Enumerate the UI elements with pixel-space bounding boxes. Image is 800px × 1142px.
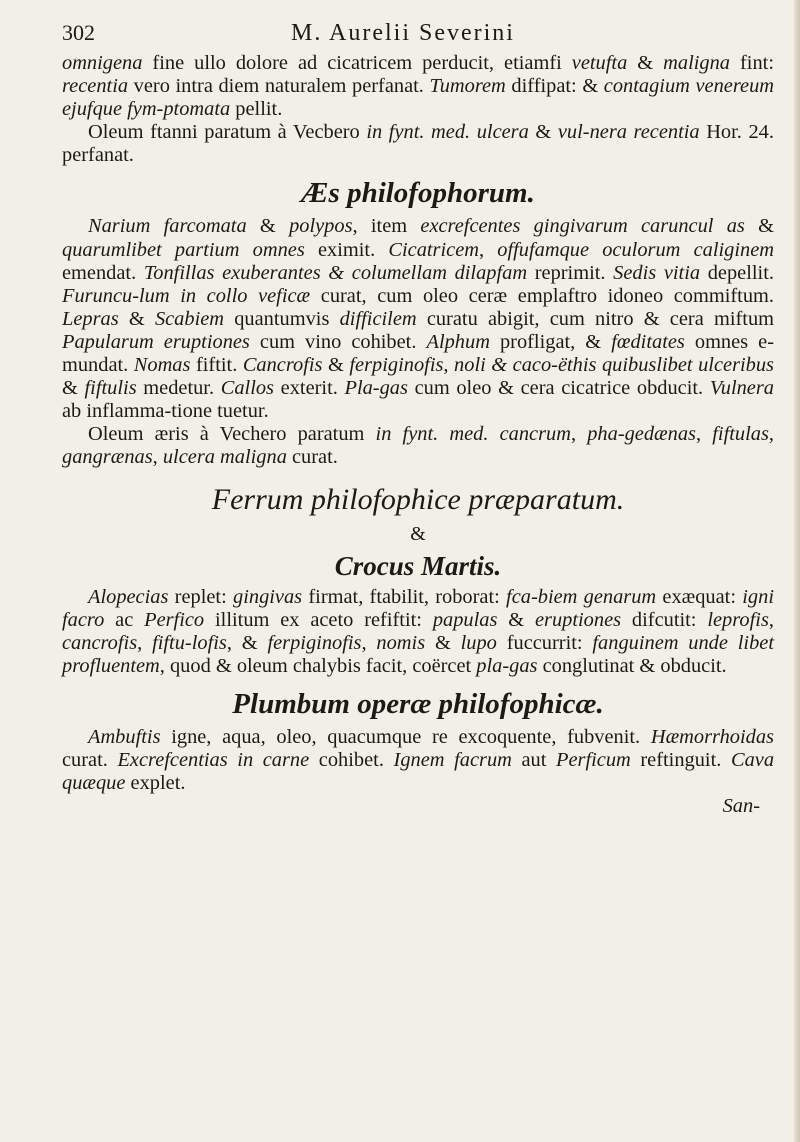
italic-run: excrefcentes gingivarum caruncul as [420, 215, 745, 238]
italic-run: Perficum [556, 748, 631, 771]
text-run: & [322, 354, 350, 377]
italic-run: in fynt. med. cancrum [375, 423, 571, 446]
text-run: eximit. [304, 238, 389, 261]
text-run: reftinguit. [630, 748, 731, 771]
paragraph [62, 121, 774, 167]
text-run: depellit. [700, 261, 774, 284]
italic-run: in fynt. med. ulcera [366, 121, 529, 144]
italic-run: omnigena [62, 52, 143, 74]
text-run: , [443, 354, 455, 377]
italic-run: Ignem facrum [393, 748, 512, 771]
text-run: , item [352, 215, 421, 238]
italic-run: polypos [289, 215, 353, 238]
text-run: fine ullo dolore ad cicatricem perducit, etiamfi [142, 52, 572, 74]
text-run: illitum ex aceto refiftit: [204, 608, 433, 631]
text-run: & [627, 52, 664, 74]
italic-run: Cancrofis [242, 354, 323, 377]
italic-run: ferpiginofis [267, 631, 362, 654]
text-run: cum vino cohibet. [249, 330, 427, 353]
italic-run: maligna [663, 52, 730, 74]
text-run: & [425, 631, 461, 654]
paragraph [62, 52, 774, 121]
italic-run: eruptiones [534, 608, 622, 631]
text-run: pellit. [230, 98, 283, 121]
italic-run: difficilem [339, 307, 417, 330]
paragraph [62, 423, 774, 469]
italic-run: Tonfillas exuberantes [143, 261, 321, 284]
text-run: , [768, 423, 775, 446]
text-run: quantumvis [224, 307, 340, 330]
paragraph [62, 215, 774, 423]
italic-run: Excrefcentias in carne [117, 748, 310, 771]
italic-run: Narium farcomata [88, 215, 247, 238]
italic-run: Vulnera [709, 377, 774, 400]
italic-run: Ambuftis [88, 725, 161, 748]
text-run: difcutit: [621, 608, 708, 631]
text-run: replet: [168, 585, 234, 608]
text-run: & [744, 215, 774, 238]
text-run: , [695, 423, 713, 446]
italic-run: gingivas [233, 585, 303, 608]
catchword: San- [722, 795, 760, 818]
text-run: & [62, 377, 85, 400]
page-header [62, 16, 774, 50]
paragraph [62, 726, 774, 795]
text-run: cum oleo & cera cicatrice obducit. [407, 377, 710, 400]
italic-run: Tumorem [429, 75, 506, 98]
italic-run: Cicatricem [388, 238, 479, 261]
italic-run: Callos [220, 377, 274, 400]
italic-run: ferpiginofis [349, 354, 444, 377]
text-run: firmat, ftabilit, roborat: [302, 585, 507, 608]
text-run: fuccurrit: [496, 631, 593, 654]
italic-run: noli & caco-ëthis quibuslibet ulceribus [454, 354, 774, 377]
text-run: reprimit. [527, 261, 614, 284]
italic-run: fiftu-lofis [152, 631, 227, 654]
text-run: Oleum æris à Vechero paratum [88, 423, 376, 446]
text-run: medetur. [136, 377, 221, 400]
italic-run: Sedis vitia [613, 261, 701, 284]
text-run: , [152, 446, 163, 469]
italic-run: vetufta [571, 52, 628, 74]
italic-run: recentia [62, 75, 129, 98]
italic-run: leprofis [707, 608, 769, 631]
italic-run: fœditates [611, 330, 685, 353]
italic-run: Papularum eruptiones [62, 330, 250, 353]
text-run: profligat, & [489, 330, 612, 353]
text-run: curatu abigit, cum nitro & cera miftum [416, 307, 774, 330]
italic-run: Alphum [426, 330, 490, 353]
italic-run: igni facro [62, 585, 774, 631]
text-run: & [528, 121, 558, 144]
text-run: fiftit. [190, 354, 243, 377]
italic-run: Lepras [62, 307, 119, 330]
text-run: curat. [286, 446, 338, 469]
page-edge-shadow [794, 0, 800, 1142]
italic-run: fiftulas [712, 423, 769, 446]
text-run: explet. [125, 772, 186, 795]
text-run: Hor. 24. perfanat. [62, 121, 774, 167]
paragraph [62, 586, 774, 678]
section-heading: Æs philofophorum. [301, 177, 535, 210]
text-run: emendat. [62, 261, 144, 284]
text-run: cohibet. [309, 748, 394, 771]
italic-run: Cava quæque [62, 748, 775, 795]
text-run: & [246, 215, 290, 238]
italic-run: gangrænas [62, 446, 153, 469]
text-run: igne, aqua, oleo, quacumque re excoquente, fubvenit. [160, 725, 651, 748]
text-run: aut [511, 748, 557, 771]
italic-run: cancrofis [62, 631, 138, 654]
text-run: curat, cum oleo ceræ emplaftro idoneo commiftum. [310, 284, 774, 307]
italic-run: papulas [432, 608, 498, 631]
italic-run: Perfico [144, 608, 205, 631]
text-run: , [361, 631, 377, 654]
text-run: exterit. [274, 377, 345, 400]
italic-run: fanguinem unde libet profluentem [62, 631, 774, 677]
text-run: ac [104, 608, 145, 631]
italic-run: contagium venereum ejufque fym-ptomata [62, 75, 774, 121]
italic-run: Nomas [133, 354, 191, 377]
text-run: , [570, 423, 588, 446]
text-run: , [137, 631, 153, 654]
text-run: omnes e-mundat. [62, 330, 774, 377]
italic-run: Scabiem [154, 307, 225, 330]
text-run: exæquat: [656, 585, 743, 608]
text-run: ab inflamma-tione tuetur. [62, 400, 269, 423]
text-run: curat. [62, 748, 118, 771]
italic-run: fca-biem genarum [506, 585, 657, 608]
text-run: , [478, 238, 498, 261]
italic-run: pla-gas [476, 654, 538, 677]
page-number: 302 [62, 20, 95, 45]
text-run: & [118, 307, 155, 330]
italic-run: ulcera maligna [162, 446, 287, 469]
section-heading: Crocus Martis. [334, 550, 502, 581]
italic-run: Pla-gas [344, 377, 408, 400]
text-run: & [497, 608, 535, 631]
text-run: fint: [730, 52, 774, 74]
italic-run: Hæmorrhoidas [650, 725, 774, 748]
italic-run: vul-nera recentia [557, 121, 700, 144]
italic-run: quarumlibet partium omnes [62, 238, 305, 261]
text-run: , [768, 608, 775, 631]
italic-run: pha-gedænas [587, 423, 696, 446]
italic-run: offufamque oculorum caliginem [497, 238, 774, 261]
running-title: M. Aurelii Severini [291, 20, 515, 46]
section-heading: Plumbum operæ philofophicæ. [232, 687, 604, 720]
italic-run: nomis [376, 631, 426, 654]
italic-run: fiftulis [84, 377, 137, 400]
italic-run: & columellam dilapfam [328, 261, 528, 284]
italic-run: Furuncu-lum in collo veficæ [62, 284, 311, 307]
text-run: Oleum ftanni paratum à Vecbero [88, 121, 367, 144]
section-heading: Ferrum philofophice præparatum. [211, 482, 625, 516]
text-run: , quod & oleum chalybis facit, coërcet [159, 654, 477, 677]
text-run: vero intra diem naturalem perfanat. [128, 75, 430, 98]
italic-run: lupo [460, 631, 497, 654]
text-run: diffipat: & [505, 75, 604, 98]
heading-conjunction: & [410, 522, 426, 545]
text-run: conglutinat & obducit. [537, 654, 727, 677]
italic-run: Alopecias [88, 585, 169, 608]
text-run: , & [226, 631, 268, 654]
